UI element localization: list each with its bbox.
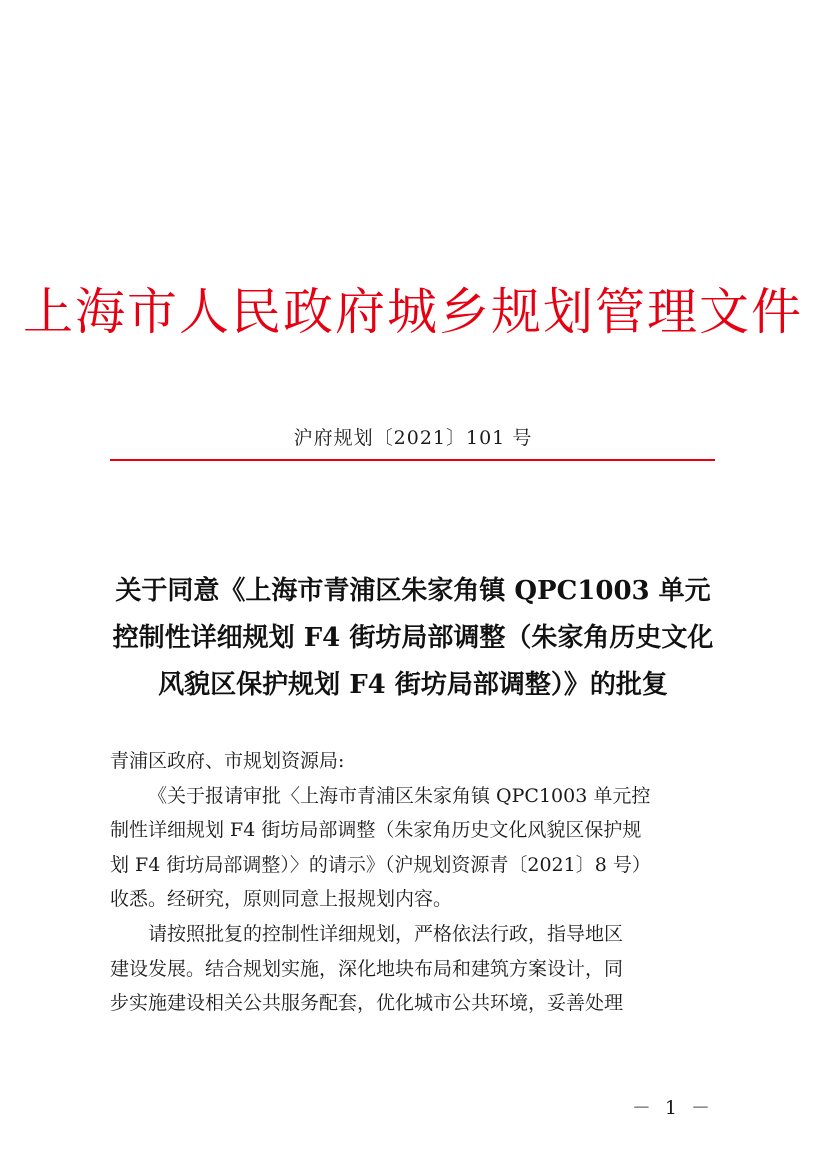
subject-line: 关于同意《上海市青浦区朱家角镇 QPC1003 单元 [115, 576, 711, 606]
document-body [110, 744, 716, 1021]
paragraph-line: 步实施建设相关公共服务配套，优化城市公共环境，妥善处理 [110, 992, 624, 1015]
subject-line: 控制性详细规划 F4 街坊局部调整（朱家角历史文化 [112, 623, 714, 653]
paragraph-line: 收悉。经研究，原则同意上报规划内容。 [110, 888, 453, 911]
red-divider-rule [110, 459, 715, 461]
paragraph-line: 《关于报请审批〈上海市青浦区朱家角镇 QPC1003 单元控 [148, 784, 651, 807]
paragraph-line: 制性详细规划 F4 街坊局部调整（朱家角历史文化风貌区保护规 [110, 819, 642, 842]
document-number: 沪府规划〔2021〕101 号 [293, 427, 533, 449]
addressee: 青浦区政府、市规划资源局: [110, 750, 345, 772]
page-number: － 1 － [631, 1097, 714, 1119]
paragraph-line: 请按照批复的控制性详细规划，严格依法行政，指导地区 [148, 922, 624, 945]
paragraph-line: 划 F4 街坊局部调整）〉的请示》（沪规划资源青〔2021〕8 号） [110, 853, 651, 876]
paragraph-line: 建设发展。结合规划实施，深化地块布局和建筑方案设计，同 [110, 957, 624, 980]
document-header-title: 上海市人民政府城乡规划管理文件 [23, 283, 803, 341]
subject-line: 风貌区保护规划 F4 街坊局部调整）》的批复 [158, 670, 668, 700]
document-subject [100, 568, 726, 709]
